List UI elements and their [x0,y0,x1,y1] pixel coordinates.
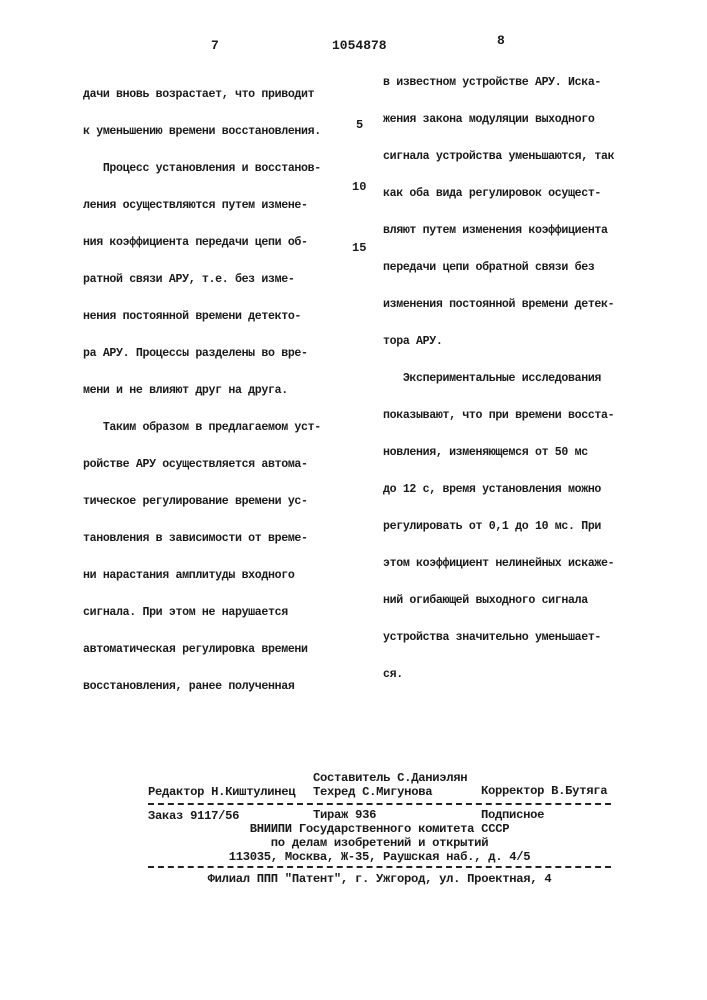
line-number-5: 5 [356,118,364,132]
text-line: устройства значительно уменьшает- [383,631,602,645]
text-line: тическое регулирование времени ус- [83,495,308,509]
techred-credit: Техред С.Мигунова [313,785,433,799]
text-line: Экспериментальные исследования [383,371,602,385]
text-line: ся. [383,668,403,682]
organization-line-2: по делам изобретений и открытий [270,836,489,850]
circulation: Тираж 936 [313,808,377,822]
text-line: ний огибающей выходного сигнала [383,594,588,608]
text-line: дачи вновь возрастает, что приводит [83,87,315,101]
line-number-10: 10 [352,180,367,194]
text-line: Таким образом в предлагаемом уст- [83,420,321,434]
text-line: ни нарастания амплитуды входного [83,569,295,583]
text-line: автоматическая регулировка времени [83,643,308,657]
text-line: показывают, что при времени восста- [383,408,615,422]
text-line: сигнала. При этом не нарушается [83,606,288,620]
text-line: ра АРУ. Процессы разделены во вре- [83,346,308,360]
text-line: передачи цепи обратной связи без [383,260,595,274]
corrector-credit: Корректор В.Бутяга [481,784,608,798]
text-line: вляют путем изменения коэффициента [383,223,608,237]
line-number-15: 15 [352,241,367,255]
text-line: ления осуществляются путем измене- [83,198,308,212]
text-line: регулировать от 0,1 до 10 мс. При [383,520,602,534]
text-line: в известном устройстве АРУ. Иска- [383,75,602,89]
text-line: Процесс установления и восстанов- [83,161,321,175]
branch-address: Филиал ППП "Патент", г. Ужгород, ул. Проектная, 4 [207,872,552,886]
text-line: ратной связи АРУ, т.е. без изме- [83,272,295,286]
left-column [83,64,321,706]
text-line: ройстве АРУ осуществляется автома- [83,458,308,471]
text-line: ния коэффициента передачи цепи об- [83,235,308,249]
order-number: Заказ 9117/56 [148,809,240,823]
text-line: этом коэффициент нелинейных искаже- [383,557,615,571]
text-line: нения постоянной времени детекто- [83,309,302,323]
page-number-right: 8 [497,33,505,48]
text-line: тановления в зависимости от време- [83,532,308,546]
page-number-left: 7 [211,38,219,53]
subscription-label: Подписное [481,808,545,822]
divider-dashed [148,803,611,805]
text-line: новления, изменяющемся от 50 мс [383,446,588,459]
divider-dashed [148,866,611,868]
right-column [383,52,614,694]
text-line: до 12 с, время установления можно [383,483,602,497]
text-line: как оба вида регулировок осущест- [383,186,602,200]
text-line: сигнала устройства уменьшаются, так [383,149,615,163]
organization-address: 113035, Москва, Ж-35, Раушская наб., д. 4/5 [228,850,531,864]
text-line: к уменьшению времени восстановления. [83,124,321,138]
organization-line-1: ВНИИПИ Государственного комитета СССР [249,822,510,836]
text-line: восстановления, ранее полученная [83,680,295,694]
text-line: жения закона модуляции выходного [383,112,595,126]
text-line: изменения постоянной времени детек- [383,297,615,311]
text-line: тора АРУ. [383,334,443,348]
text-line: мени и не влияют друг на друга. [83,383,288,397]
patent-number: 1054878 [332,38,387,53]
compiler-credit: Составитель С.Даниэлян [313,771,468,785]
editor-credit: Редактор Н.Киштулинец [148,785,296,799]
